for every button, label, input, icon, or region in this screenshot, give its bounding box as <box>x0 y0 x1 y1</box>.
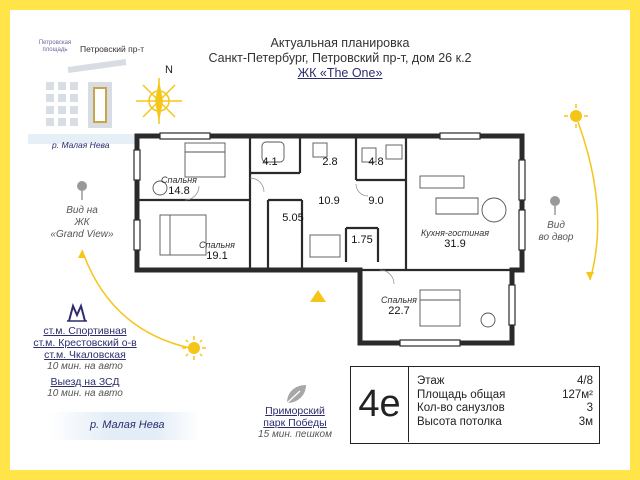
info-bathrooms: Кол-во санузлов 3 <box>417 402 593 414</box>
info-ceiling: Высота потолка 3м <box>417 415 593 428</box>
complex-link[interactable]: ЖК «The One» <box>297 66 383 80</box>
park-link-1[interactable]: Приморский <box>265 405 325 417</box>
metro-block: ст.м. Спортивная ст.м. Крестовский о-в ст.м. Чкаловская 10 мин. на авто Выезд на ЗСД 10 мин. на авто <box>20 325 150 400</box>
park-block: Приморский парк Победы 15 мин. пешком <box>240 405 350 441</box>
room-bedroom1: Спальня 14.8 <box>161 175 197 197</box>
room-kitchen: Кухня-гостиная 31.9 <box>420 228 490 250</box>
street-label: Петровский пр-т <box>80 44 145 54</box>
north-label: N <box>165 64 173 76</box>
room-bath2: 4.8 <box>368 156 384 168</box>
metro-chkalovskaya-link[interactable]: ст.м. Чкаловская <box>44 349 126 361</box>
view-left-label: Вид на ЖК «Grand View» <box>50 205 114 240</box>
park-link-2[interactable]: парк Победы <box>263 417 327 429</box>
room-bedroom2: Спальня 19.1 <box>199 240 235 262</box>
room-hall: 9.0 <box>368 195 384 207</box>
room-closet: 1.75 <box>351 234 373 246</box>
plan-code: 4е <box>351 367 409 442</box>
river-label-top: р. Малая Нева <box>52 140 110 150</box>
apartment-info-box <box>350 366 600 444</box>
metro-sportivnaya-link[interactable]: ст.м. Спортивная <box>43 325 127 337</box>
room-wc: 2.8 <box>322 156 338 168</box>
metro-krestovsky-link[interactable]: ст.м. Крестовский о-в <box>33 337 137 349</box>
info-area: Площадь общая 127м² <box>417 388 593 401</box>
room-dressing: 5.05 <box>282 212 304 224</box>
address: Санкт-Петербург, Петровский пр-т, дом 26 к.2 <box>208 51 472 65</box>
info-floor: Этаж 4/8 <box>417 375 593 387</box>
river-label-bottom: р. Малая Нева <box>90 419 165 431</box>
zsd-link[interactable]: Выезд на ЗСД <box>50 376 120 388</box>
entrance-marker <box>310 290 326 302</box>
room-bath1: 4.1 <box>262 156 278 168</box>
view-right-label: Вид во двор <box>538 220 574 243</box>
plan-title: Актуальная планировка <box>270 36 410 50</box>
room-bedroom3: Спальня 22.7 <box>381 295 417 317</box>
square-label: Петровская площадь <box>38 40 72 53</box>
room-corridor: 10.9 <box>318 195 340 207</box>
info-table <box>417 375 593 429</box>
